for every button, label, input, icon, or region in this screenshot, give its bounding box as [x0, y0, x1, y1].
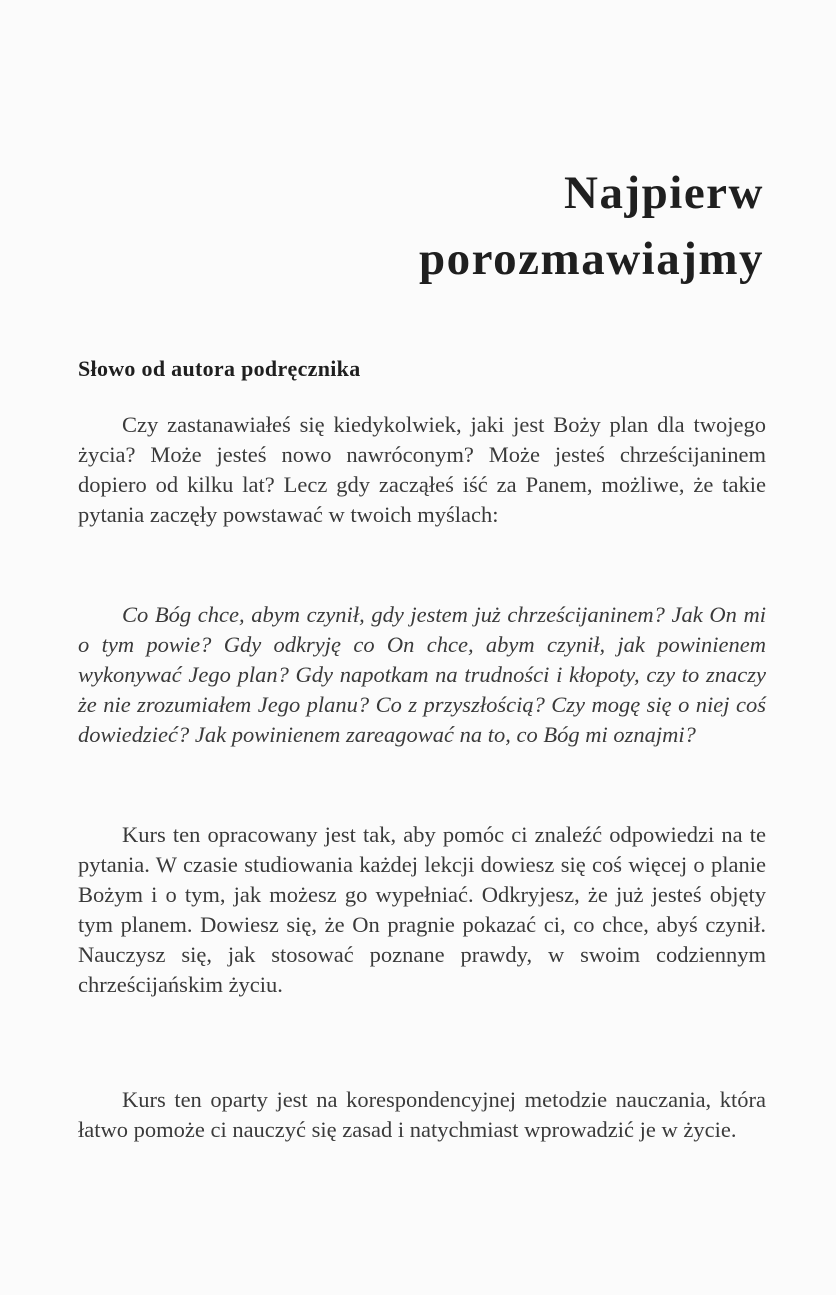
paragraph-questions: Co Bóg chce, abym czynił, gdy jestem już chrześcijaninem? Jak On mi o tym powie? Gdy odkryję co On chce, abym czynił, jak powinienem wykonywać Jego plan? Gdy napotkam na trudności i kłopoty, czy to znaczy że nie zrozumiałem Jego planu? Co z przyszłością? Czy mogę się o niej coś dowiedzieć? Jak powinienem zareagować na to, co Bóg mi oznajmi? [78, 602, 766, 747]
paragraph-course-method: Kurs ten oparty jest na korespondencyjnej metodzie nauczania, która łatwo pomoże ci nauczyć się zasad i natychmiast wprowadzić je w życie. [78, 1087, 766, 1142]
paragraph-intro: Czy zastanawiałeś się kiedykolwiek, jaki jest Boży plan dla twojego życia? Może jesteś nowo nawróconym? Może jesteś chrześcijaninem dopiero od kilku lat? Lecz gdy zacząłeś iść za Panem, możliwe, że takie pytania zaczęły powstawać w twoich myślach: [78, 412, 766, 527]
chapter-title-line-2: porozmawiajmy [419, 233, 764, 285]
chapter-title-line-1: Najpierw [564, 167, 764, 219]
chapter-title [419, 160, 764, 292]
paragraph-course-purpose: Kurs ten opracowany jest tak, aby pomóc ci znaleźć odpowiedzi na te pytania. W czasie studiowania każdej lekcji dowiesz się coś więcej o planie Bożym i o tym, jak możesz go wypełniać. Odkryjesz, że już jesteś objęty tym planem. Dowiesz się, że On pragnie pokazać ci, co chce, abyś czynił. Nauczysz się, jak stosować poznane prawdy, w swoim codziennym chrześcijańskim życiu. [78, 822, 766, 997]
section-heading: Słowo od autora podręcznika [78, 356, 361, 381]
